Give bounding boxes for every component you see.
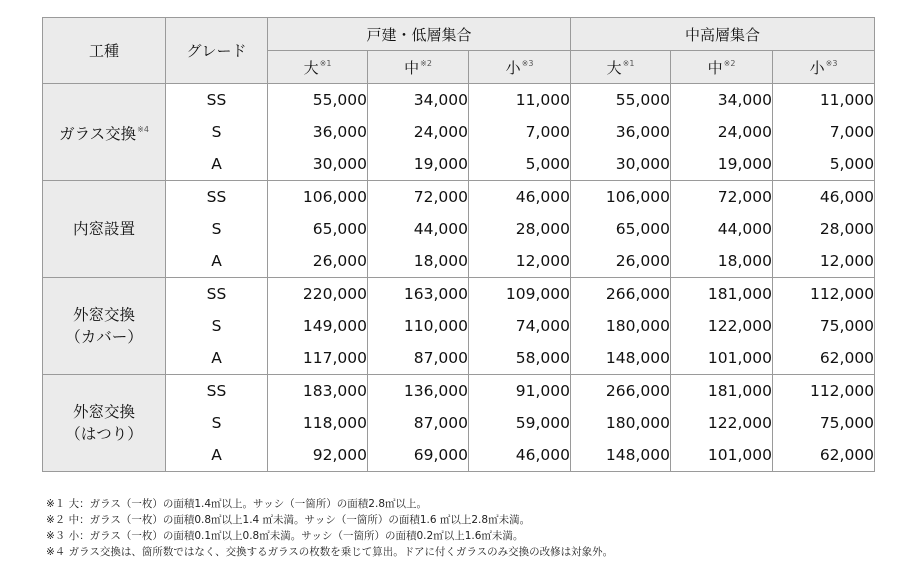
header-size-medium: 中$^{※2}$ xyxy=(368,51,469,84)
footnote: ※２ 中：ガラス（一枚）の面積0.8㎡以上1.4 ㎡未満。サッシ（一箇所）の面積1.6 ㎡以上2.8㎡未満。 xyxy=(46,514,531,526)
footnote: ※１ 大：ガラス（一枚）の面積1.4㎡以上。サッシ（一箇所）の面積2.8㎡以上。 xyxy=(46,498,428,510)
price-cell: 87,000 xyxy=(368,407,469,439)
price-cell: 11,000 xyxy=(773,84,875,117)
grade-cell: SS xyxy=(166,278,268,311)
price-cell: 112,000 xyxy=(773,375,875,408)
grade-cell: A xyxy=(166,342,268,375)
price-cell: 266,000 xyxy=(571,278,671,311)
price-cell: 7,000 xyxy=(469,116,571,148)
price-cell: 18,000 xyxy=(671,245,773,278)
table-row xyxy=(43,439,875,472)
footnote: ※４ ガラス交換は、箇所数ではなく、交換するガラスの枚数を乗じて算出。ドアに付くガラスのみ交換の改修は対象外。 xyxy=(46,546,614,558)
grade-cell: S xyxy=(166,310,268,342)
header-group-detached: 戸建・低層集合 xyxy=(268,18,571,51)
work-type-label: 外窓交換 xyxy=(72,403,135,421)
price-cell: 12,000 xyxy=(469,245,571,278)
price-cell: 7,000 xyxy=(773,116,875,148)
price-cell: 110,000 xyxy=(368,310,469,342)
price-cell: 55,000 xyxy=(268,84,368,117)
price-cell: 75,000 xyxy=(773,407,875,439)
table-row xyxy=(43,342,875,375)
work-type-sublabel: （はつり） xyxy=(65,425,143,443)
price-cell: 36,000 xyxy=(571,116,671,148)
price-cell: 46,000 xyxy=(469,439,571,472)
header-work-type: 工種 xyxy=(43,18,166,84)
footnote: ※３ 小：ガラス（一枚）の面積0.1㎡以上0.8㎡未満。サッシ（一箇所）の面積0.2㎡以上1.6㎡未満。 xyxy=(46,530,524,542)
grade-cell: SS xyxy=(166,375,268,408)
header-grade: グレード xyxy=(166,18,268,84)
price-cell: 46,000 xyxy=(469,181,571,214)
price-cell: 46,000 xyxy=(773,181,875,214)
table-row xyxy=(43,310,875,342)
grade-cell: SS xyxy=(166,84,268,117)
price-cell: 34,000 xyxy=(671,84,773,117)
price-cell: 101,000 xyxy=(671,439,773,472)
price-cell: 5,000 xyxy=(773,148,875,181)
table-row xyxy=(43,245,875,278)
grade-cell: S xyxy=(166,407,268,439)
price-cell: 65,000 xyxy=(268,213,368,245)
price-cell: 59,000 xyxy=(469,407,571,439)
header-size-small: 小$^{※3}$ xyxy=(773,51,875,84)
price-cell: 28,000 xyxy=(469,213,571,245)
price-cell: 26,000 xyxy=(268,245,368,278)
price-cell: 62,000 xyxy=(773,342,875,375)
table-row xyxy=(43,116,875,148)
price-cell: 12,000 xyxy=(773,245,875,278)
grade-cell: S xyxy=(166,116,268,148)
price-cell: 19,000 xyxy=(671,148,773,181)
footnotes xyxy=(46,496,613,560)
price-cell: 72,000 xyxy=(368,181,469,214)
price-cell: 181,000 xyxy=(671,375,773,408)
price-cell: 75,000 xyxy=(773,310,875,342)
grade-cell: A xyxy=(166,245,268,278)
price-cell: 72,000 xyxy=(671,181,773,214)
table-body xyxy=(43,84,875,472)
grade-cell: SS xyxy=(166,181,268,214)
price-cell: 109,000 xyxy=(469,278,571,311)
price-cell: 122,000 xyxy=(671,407,773,439)
price-cell: 118,000 xyxy=(268,407,368,439)
price-cell: 87,000 xyxy=(368,342,469,375)
work-type-label: ガラス交換 xyxy=(59,125,137,143)
table-row xyxy=(43,84,875,117)
work-type-label: 外窓交換 xyxy=(72,306,135,324)
price-cell: 220,000 xyxy=(268,278,368,311)
work-type-cell xyxy=(43,84,166,181)
price-cell: 44,000 xyxy=(671,213,773,245)
price-cell: 92,000 xyxy=(268,439,368,472)
price-cell: 106,000 xyxy=(268,181,368,214)
price-cell: 136,000 xyxy=(368,375,469,408)
price-cell: 122,000 xyxy=(671,310,773,342)
grade-cell: A xyxy=(166,148,268,181)
header-group-midrise: 中高層集合 xyxy=(571,18,875,51)
price-cell: 91,000 xyxy=(469,375,571,408)
price-cell: 149,000 xyxy=(268,310,368,342)
price-cell: 74,000 xyxy=(469,310,571,342)
price-cell: 148,000 xyxy=(571,342,671,375)
price-cell: 30,000 xyxy=(571,148,671,181)
table-row xyxy=(43,148,875,181)
price-cell: 24,000 xyxy=(368,116,469,148)
price-cell: 183,000 xyxy=(268,375,368,408)
price-cell: 18,000 xyxy=(368,245,469,278)
price-cell: 11,000 xyxy=(469,84,571,117)
price-cell: 180,000 xyxy=(571,310,671,342)
price-cell: 181,000 xyxy=(671,278,773,311)
price-cell: 19,000 xyxy=(368,148,469,181)
table-row xyxy=(43,375,875,408)
price-cell: 112,000 xyxy=(773,278,875,311)
price-cell: 36,000 xyxy=(268,116,368,148)
price-cell: 62,000 xyxy=(773,439,875,472)
price-cell: 117,000 xyxy=(268,342,368,375)
work-type-cell xyxy=(43,278,166,375)
price-cell: 44,000 xyxy=(368,213,469,245)
price-cell: 28,000 xyxy=(773,213,875,245)
price-cell: 69,000 xyxy=(368,439,469,472)
price-table xyxy=(42,17,875,472)
price-cell: 101,000 xyxy=(671,342,773,375)
table-row xyxy=(43,181,875,214)
table-row xyxy=(43,278,875,311)
table-header xyxy=(43,18,875,84)
price-cell: 106,000 xyxy=(571,181,671,214)
work-type-cell xyxy=(43,181,166,278)
table-row xyxy=(43,213,875,245)
price-cell: 26,000 xyxy=(571,245,671,278)
price-cell: 163,000 xyxy=(368,278,469,311)
price-cell: 30,000 xyxy=(268,148,368,181)
work-type-label: 内窓設置 xyxy=(72,220,135,238)
grade-cell: S xyxy=(166,213,268,245)
work-type-sublabel: （カバー） xyxy=(65,328,143,346)
price-cell: 5,000 xyxy=(469,148,571,181)
header-size-small: 小$^{※3}$ xyxy=(469,51,571,84)
price-cell: 266,000 xyxy=(571,375,671,408)
header-size-large: 大$^{※1}$ xyxy=(268,51,368,84)
price-cell: 65,000 xyxy=(571,213,671,245)
price-cell: 180,000 xyxy=(571,407,671,439)
price-cell: 24,000 xyxy=(671,116,773,148)
price-cell: 58,000 xyxy=(469,342,571,375)
work-type-note: ※4 xyxy=(137,125,149,134)
price-cell: 55,000 xyxy=(571,84,671,117)
price-cell: 34,000 xyxy=(368,84,469,117)
work-type-cell xyxy=(43,375,166,472)
header-size-large: 大$^{※1}$ xyxy=(571,51,671,84)
grade-cell: A xyxy=(166,439,268,472)
header-size-medium: 中$^{※2}$ xyxy=(671,51,773,84)
price-cell: 148,000 xyxy=(571,439,671,472)
table-row xyxy=(43,407,875,439)
